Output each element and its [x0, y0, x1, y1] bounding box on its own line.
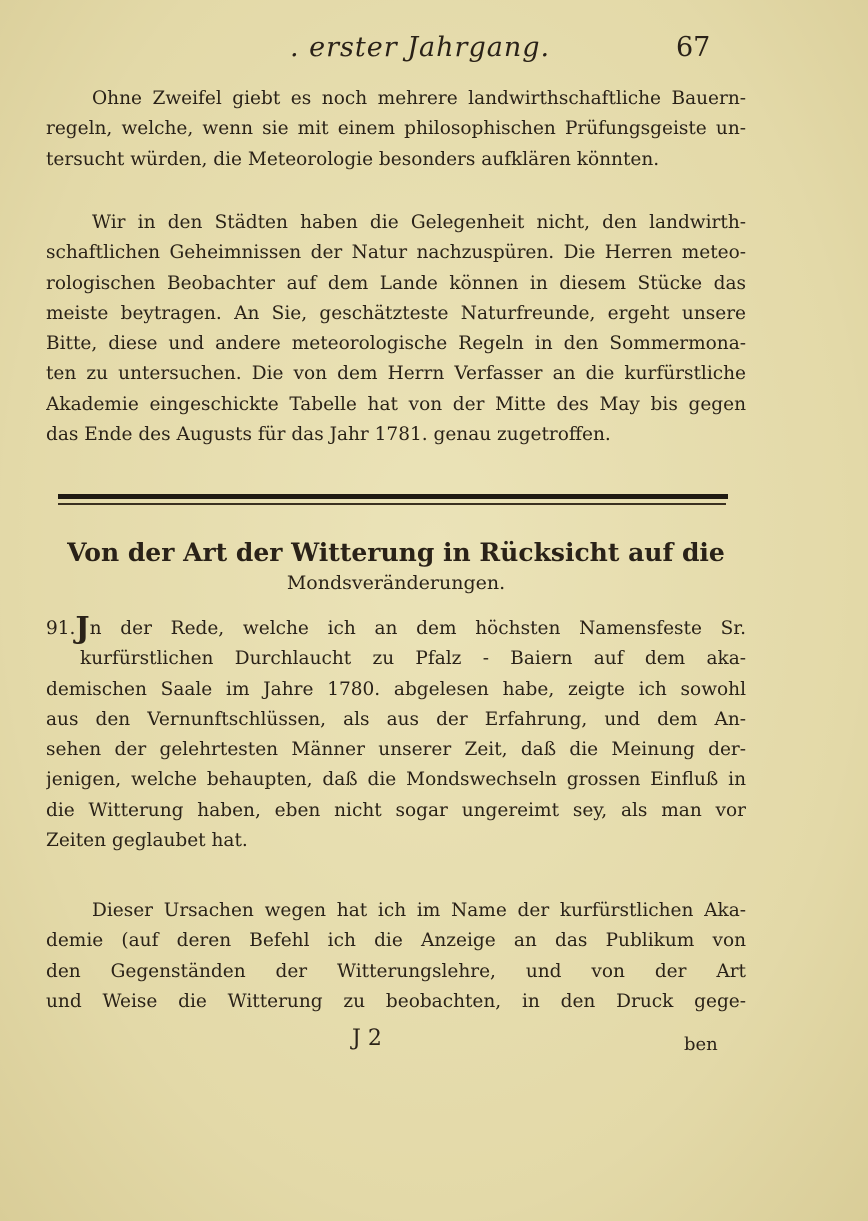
section-heading: [46, 536, 746, 596]
text-line: tersucht würden, die Meteorologie besonders aufklären könnten.: [46, 148, 660, 170]
text-line: Wir in den Städten haben die Gelegenheit nicht, den landwirth-: [92, 212, 746, 233]
text-line: Bitte, diese und andere meteorologische Regeln in den Sommermona-: [46, 333, 746, 355]
text-line: schaftlichen Geheimnissen der Natur nachzuspüren. Die Herren meteo-: [46, 242, 746, 264]
printer-signature-mark: J 2: [352, 1026, 382, 1051]
text-line: demischen Saale im Jahre 1780. abgelesen habe, zeigte ich sowohl: [46, 678, 746, 700]
text-line: regeln, welche, wenn sie mit einem philosophischen Prüfungsgeiste un-: [46, 118, 746, 140]
first-line-text: n der Rede, welche ich an dem höchsten Namensfeste Sr.: [89, 618, 746, 639]
running-head-title: . erster Jahrgang.: [290, 32, 551, 63]
text-line: die Witterung haben, eben nicht sogar ungereimt sey, als man vor: [46, 799, 746, 821]
text-line-first: [46, 614, 746, 644]
text-line: jenigen, welche behaupten, daß die Mondswechseln grossen Einfluß in: [46, 769, 746, 791]
catchword: ben: [684, 1034, 718, 1055]
text-line: Akademie eingeschickte Tabelle hat von der Mitte des May bis gegen: [46, 393, 746, 415]
text-line: Dieser Ursachen wegen hat ich im Name der kurfürstlichen Aka-: [92, 900, 746, 921]
paragraph-rede: [46, 614, 746, 856]
text-line: das Ende des Augusts für das Jahr 1781. genau zugetroffen.: [46, 424, 611, 446]
section-heading-line-2: Mondsveränderungen.: [286, 572, 506, 594]
text-line: aus den Vernunftschlüssen, als aus der Erfahrung, und dem An-: [46, 708, 746, 730]
paragraph-bauernregeln: [46, 84, 746, 175]
section-divider: [58, 494, 728, 505]
section-heading-line-1: Von der Art der Witterung in Rücksicht auf die: [67, 538, 725, 567]
text-line: Ohne Zweifel giebt es noch mehrere landwirthschaftliche Bauern-: [92, 88, 746, 109]
running-head: [0, 30, 868, 70]
text-line: ten zu untersuchen. Die von dem Herrn Verfasser an die kurfürstliche: [46, 363, 746, 385]
paragraph-ursachen: [46, 896, 746, 1017]
text-line: und Weise die Witterung zu beobachten, in den Druck gege-: [46, 990, 746, 1012]
text-line: den Gegenständen der Witterungslehre, und von der Art: [46, 960, 746, 982]
divider-thin-rule: [58, 503, 726, 505]
text-line: meiste beytragen. An Sie, geschätzteste Naturfreunde, ergeht unsere: [46, 302, 746, 324]
text-line: kurfürstlichen Durchlaucht zu Pfalz - Baiern auf dem aka-: [80, 648, 746, 670]
text-line: rologischen Beobachter auf dem Lande können in diesem Stücke das: [46, 272, 746, 294]
paragraph-request: [46, 208, 746, 450]
section-number: 91.: [46, 618, 76, 639]
divider-thick-rule: [58, 494, 728, 499]
text-line: demie (auf deren Befehl ich die Anzeige an das Publikum von: [46, 930, 746, 952]
text-line: Zeiten geglaubet hat.: [46, 830, 248, 852]
page-number: 67: [676, 32, 711, 63]
drop-capital: J: [75, 614, 90, 645]
text-line: sehen der gelehrtesten Männer unserer Zeit, daß die Meinung der-: [46, 739, 746, 761]
